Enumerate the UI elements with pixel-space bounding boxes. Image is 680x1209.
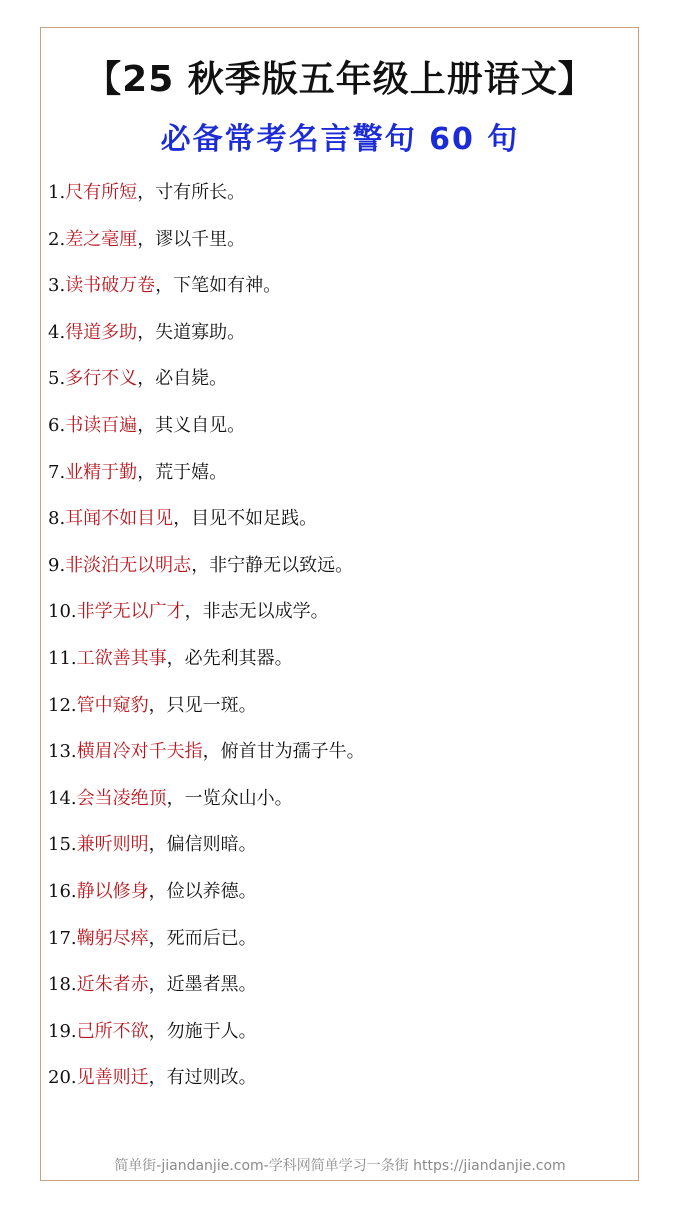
item-number: 2. xyxy=(48,228,66,250)
quote-first-half: 横眉冷对千夫指 xyxy=(76,741,203,763)
list-item xyxy=(48,361,628,408)
quote-second-half: ，其义自见。 xyxy=(137,414,246,436)
item-number: 11. xyxy=(48,647,77,669)
quote-second-half: ，死而后已。 xyxy=(148,927,257,949)
item-number: 12. xyxy=(48,694,77,716)
quote-second-half: ，只见一斑。 xyxy=(148,694,257,716)
quote-second-half: ，下笔如有神。 xyxy=(155,275,282,297)
quote-first-half: 多行不义 xyxy=(65,368,138,390)
item-number: 7. xyxy=(48,461,66,483)
list-item xyxy=(48,921,628,968)
quote-second-half: ，荒于嬉。 xyxy=(137,461,228,483)
quote-first-half: 静以修身 xyxy=(76,880,149,902)
quote-first-half: 非学无以广才 xyxy=(76,601,185,623)
item-number: 16. xyxy=(48,880,77,902)
quote-list xyxy=(48,175,628,1107)
item-number: 3. xyxy=(48,275,66,297)
quote-second-half: ，俯首甘为孺子牛。 xyxy=(202,741,365,763)
quote-first-half: 得道多助 xyxy=(65,321,138,343)
item-number: 9. xyxy=(48,554,66,576)
quote-second-half: ，目见不如足践。 xyxy=(173,508,318,530)
item-number: 19. xyxy=(48,1020,77,1042)
list-item xyxy=(48,315,628,362)
item-number: 1. xyxy=(48,182,66,203)
quote-first-half: 书读百遍 xyxy=(65,414,138,436)
list-item xyxy=(48,548,628,595)
page-subtitle: 必备常考名言警句 60 句 xyxy=(160,122,520,157)
quote-second-half: ，偏信则暗。 xyxy=(148,834,257,856)
list-item xyxy=(48,827,628,874)
quote-first-half: 见善则迁 xyxy=(76,1067,149,1089)
item-number: 14. xyxy=(48,787,77,809)
item-number: 4. xyxy=(48,321,66,343)
item-number: 17. xyxy=(48,927,77,949)
list-item xyxy=(48,408,628,455)
quote-first-half: 兼听则明 xyxy=(76,834,149,856)
quote-first-half: 工欲善其事 xyxy=(76,647,167,669)
list-item xyxy=(48,688,628,735)
quote-second-half: ，必自毙。 xyxy=(137,368,228,390)
quote-second-half: ，近墨者黑。 xyxy=(148,974,257,996)
quote-second-half: ，有过则改。 xyxy=(148,1067,257,1089)
list-item xyxy=(48,175,628,222)
item-number: 18. xyxy=(48,974,77,996)
item-number: 10. xyxy=(48,601,77,623)
quote-first-half: 会当凌绝顶 xyxy=(76,787,167,809)
item-number: 13. xyxy=(48,741,77,763)
item-number: 6. xyxy=(48,414,66,436)
quote-second-half: ，寸有所长。 xyxy=(137,182,246,203)
list-item xyxy=(48,734,628,781)
quote-first-half: 鞠躬尽瘁 xyxy=(76,927,149,949)
item-number: 8. xyxy=(48,508,66,530)
list-item xyxy=(48,222,628,269)
list-item xyxy=(48,455,628,502)
quote-second-half: ，一览众山小。 xyxy=(166,787,293,809)
quote-first-half: 非淡泊无以明志 xyxy=(65,554,192,576)
list-item xyxy=(48,501,628,548)
list-item xyxy=(48,967,628,1014)
quote-first-half: 业精于勤 xyxy=(65,461,138,483)
page-title: 【25 秋季版五年级上册语文】 xyxy=(85,59,595,100)
footer-watermark: 简单街-jiandanjie.com-学科网简单学习一条街 https://jiandanjie.com xyxy=(114,1158,566,1174)
quote-second-half: ，勿施于人。 xyxy=(148,1020,257,1042)
quote-first-half: 管中窥豹 xyxy=(76,694,149,716)
quote-first-half: 尺有所短 xyxy=(65,182,138,203)
list-item xyxy=(48,874,628,921)
quote-first-half: 耳闻不如目见 xyxy=(65,508,174,530)
quote-first-half: 差之毫厘 xyxy=(65,228,138,250)
quote-first-half: 读书破万卷 xyxy=(65,275,156,297)
item-number: 5. xyxy=(48,368,66,390)
list-item xyxy=(48,1060,628,1107)
quote-second-half: ，非宁静无以致远。 xyxy=(191,554,354,576)
item-number: 20. xyxy=(48,1067,77,1089)
item-number: 15. xyxy=(48,834,77,856)
list-item xyxy=(48,781,628,828)
quote-first-half: 近朱者赤 xyxy=(76,974,149,996)
quote-second-half: ，非志无以成学。 xyxy=(184,601,329,623)
quote-first-half: 己所不欲 xyxy=(76,1020,149,1042)
quote-second-half: ，必先利其器。 xyxy=(166,647,293,669)
list-item xyxy=(48,1014,628,1061)
quote-second-half: ，俭以养德。 xyxy=(148,880,257,902)
list-item xyxy=(48,268,628,315)
quote-second-half: ，谬以千里。 xyxy=(137,228,246,250)
list-item xyxy=(48,641,628,688)
quote-second-half: ，失道寡助。 xyxy=(137,321,246,343)
list-item xyxy=(48,594,628,641)
